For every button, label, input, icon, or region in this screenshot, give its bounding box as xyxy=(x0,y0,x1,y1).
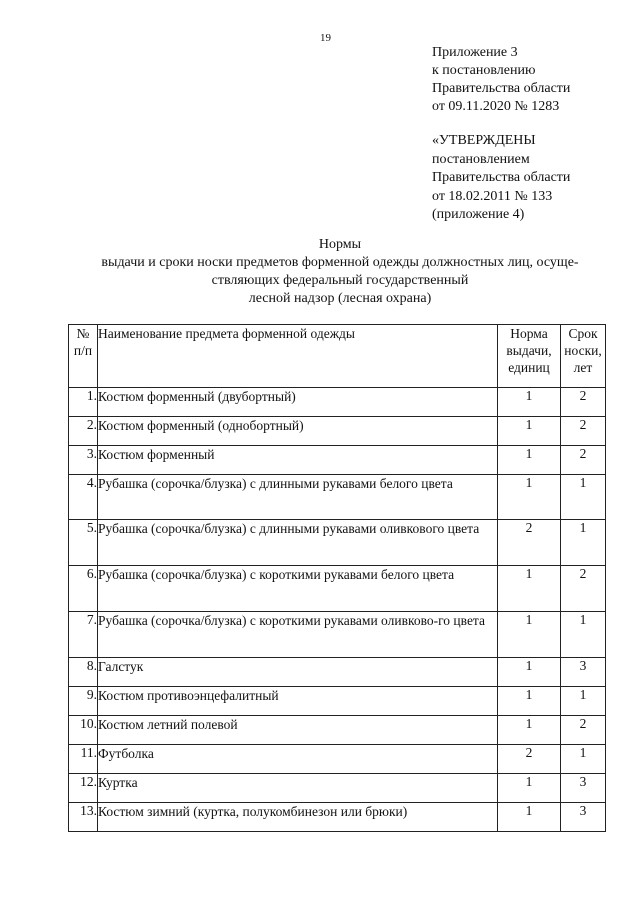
title-line: Нормы xyxy=(318,237,362,252)
row-number: 7. xyxy=(69,612,98,658)
page-number: 19 xyxy=(320,32,331,44)
row-number: 5. xyxy=(69,520,98,566)
row-issue-norm: 1 xyxy=(498,566,561,612)
row-issue-norm: 2 xyxy=(498,520,561,566)
row-issue-norm: 1 xyxy=(498,612,561,658)
header-term-line: лет xyxy=(573,360,593,375)
approved-line: постановлением xyxy=(432,151,530,167)
approved-line: «УТВЕРЖДЕНЫ xyxy=(432,133,536,148)
table-row xyxy=(69,687,606,716)
row-wear-term: 1 xyxy=(561,520,606,566)
row-number: 10. xyxy=(69,716,98,745)
row-issue-norm: 1 xyxy=(498,475,561,520)
header-number-line: п/п xyxy=(73,343,93,358)
header-norm-line: Норма xyxy=(510,326,548,341)
row-number: 9. xyxy=(69,687,98,716)
approved-line: Правительства области xyxy=(432,170,571,185)
row-issue-norm: 2 xyxy=(498,745,561,774)
appendix-block xyxy=(432,44,632,116)
row-wear-term: 3 xyxy=(561,658,606,687)
row-issue-norm: 1 xyxy=(498,687,561,716)
row-issue-norm: 1 xyxy=(498,417,561,446)
title-line: лесной надзор (лесная охрана) xyxy=(248,291,432,306)
header-wear-term xyxy=(561,325,606,388)
appendix-line: Правительства области xyxy=(432,81,571,96)
table-row xyxy=(69,388,606,417)
row-number: 8. xyxy=(69,658,98,687)
row-wear-term: 1 xyxy=(561,475,606,520)
row-wear-term: 1 xyxy=(561,612,606,658)
row-issue-norm: 1 xyxy=(498,446,561,475)
approved-line: от 18.02.2011 № 133 xyxy=(432,188,553,204)
header-number xyxy=(69,325,98,388)
header-norm-line: единиц xyxy=(508,360,550,375)
row-item-name: Костюм форменный (однобортный) xyxy=(98,417,498,446)
row-item-name: Рубашка (сорочка/блузка) с короткими рукавами оливково-го цвета xyxy=(98,612,498,658)
table-row xyxy=(69,658,606,687)
row-item-name: Рубашка (сорочка/блузка) с длинными рукавами оливкового цвета xyxy=(98,520,498,566)
row-item-name: Костюм зимний (куртка, полукомбинезон или брюки) xyxy=(98,803,498,832)
approved-line: (приложение 4) xyxy=(432,207,525,222)
header-term-line: носки, xyxy=(564,343,602,358)
row-wear-term: 2 xyxy=(561,716,606,745)
appendix-line: от 09.11.2020 № 1283 xyxy=(432,99,560,114)
header-norm-line: выдачи, xyxy=(506,343,552,358)
table-row xyxy=(69,417,606,446)
title-line: ствляющих федеральный государственный xyxy=(211,273,469,288)
table-row xyxy=(69,774,606,803)
row-issue-norm: 1 xyxy=(498,658,561,687)
row-issue-norm: 1 xyxy=(498,716,561,745)
row-number: 4. xyxy=(69,475,98,520)
row-wear-term: 2 xyxy=(561,446,606,475)
row-wear-term: 3 xyxy=(561,774,606,803)
row-number: 1. xyxy=(69,388,98,417)
header-number-line: № xyxy=(76,326,90,341)
document-title xyxy=(60,236,620,308)
header-term-line: Срок xyxy=(568,326,598,341)
approved-block xyxy=(432,132,632,225)
norms-table xyxy=(68,324,606,832)
row-wear-term: 1 xyxy=(561,745,606,774)
table-row xyxy=(69,566,606,612)
row-number: 12. xyxy=(69,774,98,803)
row-item-name: Галстук xyxy=(98,658,498,687)
table-row xyxy=(69,612,606,658)
row-number: 13. xyxy=(69,803,98,832)
row-item-name: Костюм форменный xyxy=(98,446,498,475)
table-header-row xyxy=(69,325,606,388)
row-wear-term: 2 xyxy=(561,388,606,417)
appendix-line: к постановлению xyxy=(432,63,536,78)
row-item-name: Рубашка (сорочка/блузка) с длинными рукавами белого цвета xyxy=(98,475,498,520)
table-row xyxy=(69,520,606,566)
row-item-name: Футболка xyxy=(98,745,498,774)
appendix-line: Приложение 3 xyxy=(432,45,518,60)
row-wear-term: 2 xyxy=(561,417,606,446)
table-row xyxy=(69,745,606,774)
header-item-name: Наименование предмета форменной одежды xyxy=(98,325,498,388)
row-number: 6. xyxy=(69,566,98,612)
table-row xyxy=(69,475,606,520)
row-number: 11. xyxy=(69,745,98,774)
row-issue-norm: 1 xyxy=(498,774,561,803)
table-row xyxy=(69,803,606,832)
row-issue-norm: 1 xyxy=(498,803,561,832)
row-wear-term: 2 xyxy=(561,566,606,612)
row-wear-term: 1 xyxy=(561,687,606,716)
table-row xyxy=(69,446,606,475)
row-item-name: Костюм противоэнцефалитный xyxy=(98,687,498,716)
row-number: 3. xyxy=(69,446,98,475)
table-row xyxy=(69,716,606,745)
header-issue-norm xyxy=(498,325,561,388)
row-item-name: Костюм летний полевой xyxy=(98,716,498,745)
title-line: выдачи и сроки носки предметов форменной одежды должностных лиц, осуще- xyxy=(101,255,579,270)
row-wear-term: 3 xyxy=(561,803,606,832)
row-number: 2. xyxy=(69,417,98,446)
row-issue-norm: 1 xyxy=(498,388,561,417)
row-item-name: Куртка xyxy=(98,774,498,803)
row-item-name: Костюм форменный (двубортный) xyxy=(98,388,498,417)
row-item-name: Рубашка (сорочка/блузка) с короткими рукавами белого цвета xyxy=(98,566,498,612)
